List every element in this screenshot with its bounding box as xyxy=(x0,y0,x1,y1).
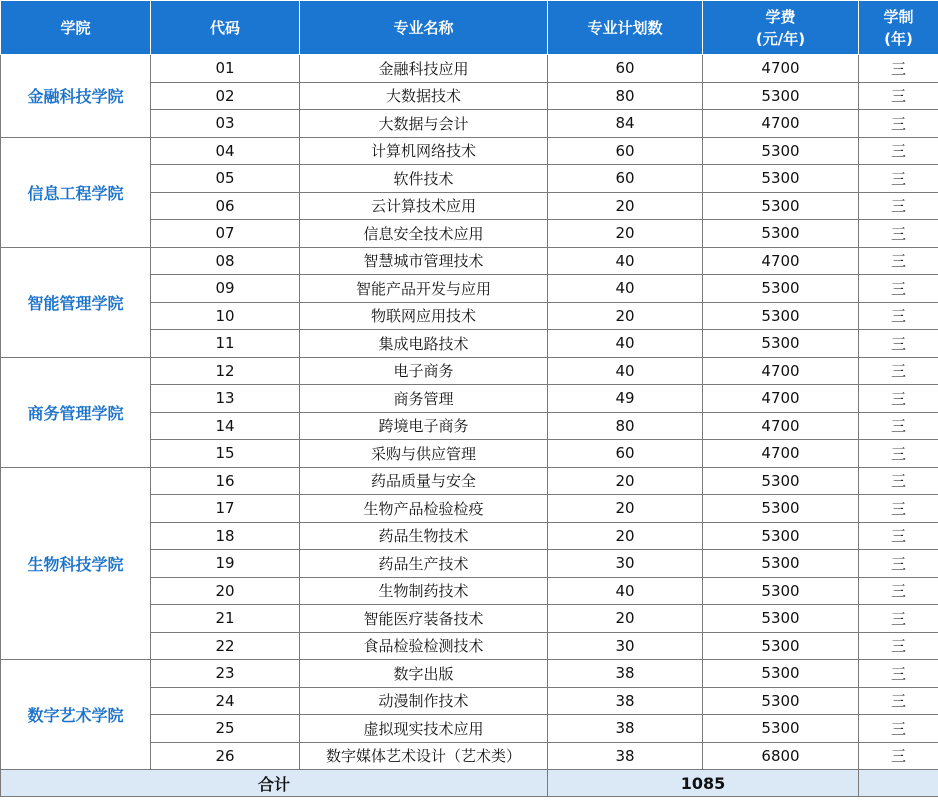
header-row xyxy=(1,1,938,55)
plan-count-cell: 49 xyxy=(548,385,703,413)
major-name-cell: 金融科技应用 xyxy=(300,55,548,83)
major-name-cell: 计算机网络技术 xyxy=(300,137,548,165)
duration-cell: 三 xyxy=(859,165,938,193)
duration-cell: 三 xyxy=(859,742,938,770)
code-cell: 25 xyxy=(151,715,300,743)
plan-count-cell: 20 xyxy=(548,467,703,495)
plan-count-cell: 20 xyxy=(548,605,703,633)
tuition-cell: 5300 xyxy=(703,302,859,330)
code-cell: 09 xyxy=(151,275,300,303)
major-name-cell: 食品检验检测技术 xyxy=(300,632,548,660)
major-name-cell: 大数据与会计 xyxy=(300,110,548,138)
plan-count-cell: 60 xyxy=(548,137,703,165)
major-name-cell: 药品生物技术 xyxy=(300,522,548,550)
table-row xyxy=(1,357,938,385)
code-cell: 22 xyxy=(151,632,300,660)
code-cell: 14 xyxy=(151,412,300,440)
major-name-cell: 药品质量与安全 xyxy=(300,467,548,495)
plan-count-cell: 40 xyxy=(548,577,703,605)
header-college: 学院 xyxy=(1,1,151,55)
duration-cell: 三 xyxy=(859,220,938,248)
code-cell: 17 xyxy=(151,495,300,523)
code-cell: 08 xyxy=(151,247,300,275)
header-major: 专业名称 xyxy=(300,1,548,55)
duration-cell: 三 xyxy=(859,357,938,385)
plan-count-cell: 60 xyxy=(548,440,703,468)
major-name-cell: 商务管理 xyxy=(300,385,548,413)
tuition-cell: 4700 xyxy=(703,110,859,138)
major-name-cell: 采购与供应管理 xyxy=(300,440,548,468)
code-cell: 19 xyxy=(151,550,300,578)
code-cell: 01 xyxy=(151,55,300,83)
plan-count-cell: 20 xyxy=(548,192,703,220)
college-cell: 金融科技学院 xyxy=(1,55,151,138)
header-plan: 专业计划数 xyxy=(548,1,703,55)
plan-count-cell: 60 xyxy=(548,165,703,193)
plan-count-cell: 80 xyxy=(548,82,703,110)
major-name-cell: 生物制药技术 xyxy=(300,577,548,605)
header-fee-line2: (元/年) xyxy=(755,29,806,48)
duration-cell: 三 xyxy=(859,715,938,743)
duration-cell: 三 xyxy=(859,467,938,495)
tuition-cell: 5300 xyxy=(703,687,859,715)
total-label: 合计 xyxy=(1,770,548,797)
tuition-cell: 6800 xyxy=(703,742,859,770)
header-code: 代码 xyxy=(151,1,300,55)
college-cell: 数字艺术学院 xyxy=(1,660,151,770)
tuition-cell: 4700 xyxy=(703,247,859,275)
tuition-cell: 4700 xyxy=(703,412,859,440)
major-name-cell: 药品生产技术 xyxy=(300,550,548,578)
table-row xyxy=(1,137,938,165)
table-row xyxy=(1,247,938,275)
plan-count-cell: 30 xyxy=(548,550,703,578)
college-cell: 智能管理学院 xyxy=(1,247,151,357)
code-cell: 21 xyxy=(151,605,300,633)
major-name-cell: 智能医疗装备技术 xyxy=(300,605,548,633)
duration-cell: 三 xyxy=(859,55,938,83)
duration-cell: 三 xyxy=(859,82,938,110)
plan-count-cell: 20 xyxy=(548,522,703,550)
plan-count-cell: 38 xyxy=(548,660,703,688)
plan-count-cell: 20 xyxy=(548,302,703,330)
duration-cell: 三 xyxy=(859,192,938,220)
code-cell: 04 xyxy=(151,137,300,165)
code-cell: 07 xyxy=(151,220,300,248)
header-fee-line1: 学费 xyxy=(765,7,796,26)
plan-count-cell: 38 xyxy=(548,715,703,743)
plan-count-cell: 60 xyxy=(548,55,703,83)
tuition-cell: 5300 xyxy=(703,82,859,110)
major-name-cell: 软件技术 xyxy=(300,165,548,193)
plan-count-cell: 40 xyxy=(548,275,703,303)
plan-count-cell: 80 xyxy=(548,412,703,440)
major-name-cell: 集成电路技术 xyxy=(300,330,548,358)
tuition-cell: 5300 xyxy=(703,495,859,523)
duration-cell: 三 xyxy=(859,495,938,523)
code-cell: 03 xyxy=(151,110,300,138)
code-cell: 18 xyxy=(151,522,300,550)
code-cell: 26 xyxy=(151,742,300,770)
college-cell: 信息工程学院 xyxy=(1,137,151,247)
plan-count-cell: 40 xyxy=(548,330,703,358)
major-name-cell: 电子商务 xyxy=(300,357,548,385)
plan-count-cell: 20 xyxy=(548,495,703,523)
header-years-line2: (年) xyxy=(884,29,913,48)
tuition-cell: 5300 xyxy=(703,330,859,358)
major-name-cell: 物联网应用技术 xyxy=(300,302,548,330)
tuition-cell: 5300 xyxy=(703,715,859,743)
tuition-cell: 5300 xyxy=(703,165,859,193)
plan-count-cell: 40 xyxy=(548,247,703,275)
tuition-cell: 4700 xyxy=(703,440,859,468)
plan-count-cell: 84 xyxy=(548,110,703,138)
major-name-cell: 智能产品开发与应用 xyxy=(300,275,548,303)
tuition-cell: 5300 xyxy=(703,220,859,248)
duration-cell: 三 xyxy=(859,522,938,550)
college-cell: 商务管理学院 xyxy=(1,357,151,467)
duration-cell: 三 xyxy=(859,440,938,468)
major-name-cell: 数字出版 xyxy=(300,660,548,688)
major-name-cell: 虚拟现实技术应用 xyxy=(300,715,548,743)
code-cell: 11 xyxy=(151,330,300,358)
tuition-cell: 5300 xyxy=(703,522,859,550)
tuition-cell: 5300 xyxy=(703,550,859,578)
tuition-cell: 4700 xyxy=(703,385,859,413)
major-name-cell: 信息安全技术应用 xyxy=(300,220,548,248)
code-cell: 24 xyxy=(151,687,300,715)
plan-count-cell: 38 xyxy=(548,687,703,715)
duration-cell: 三 xyxy=(859,275,938,303)
major-name-cell: 大数据技术 xyxy=(300,82,548,110)
tuition-cell: 5300 xyxy=(703,275,859,303)
plan-count-cell: 30 xyxy=(548,632,703,660)
duration-cell: 三 xyxy=(859,550,938,578)
tuition-cell: 5300 xyxy=(703,632,859,660)
duration-cell: 三 xyxy=(859,577,938,605)
major-name-cell: 智慧城市管理技术 xyxy=(300,247,548,275)
plan-count-cell: 20 xyxy=(548,220,703,248)
code-cell: 10 xyxy=(151,302,300,330)
major-name-cell: 云计算技术应用 xyxy=(300,192,548,220)
tuition-cell: 5300 xyxy=(703,137,859,165)
duration-cell: 三 xyxy=(859,687,938,715)
duration-cell: 三 xyxy=(859,385,938,413)
tuition-cell: 5300 xyxy=(703,192,859,220)
table-row xyxy=(1,660,938,688)
table-row xyxy=(1,55,938,83)
duration-cell: 三 xyxy=(859,660,938,688)
tuition-cell: 4700 xyxy=(703,55,859,83)
header-fee xyxy=(703,1,859,55)
plan-count-cell: 40 xyxy=(548,357,703,385)
tuition-cell: 5300 xyxy=(703,660,859,688)
code-cell: 02 xyxy=(151,82,300,110)
duration-cell: 三 xyxy=(859,330,938,358)
table-row xyxy=(1,467,938,495)
duration-cell: 三 xyxy=(859,247,938,275)
major-name-cell: 跨境电子商务 xyxy=(300,412,548,440)
code-cell: 15 xyxy=(151,440,300,468)
total-value: 1085 xyxy=(548,770,859,797)
duration-cell: 三 xyxy=(859,632,938,660)
tuition-cell: 4700 xyxy=(703,357,859,385)
code-cell: 06 xyxy=(151,192,300,220)
code-cell: 20 xyxy=(151,577,300,605)
major-name-cell: 生物产品检验检疫 xyxy=(300,495,548,523)
header-years-line1: 学制 xyxy=(883,7,914,26)
code-cell: 13 xyxy=(151,385,300,413)
total-empty-cell xyxy=(859,770,938,797)
duration-cell: 三 xyxy=(859,110,938,138)
table-body xyxy=(1,55,938,770)
code-cell: 16 xyxy=(151,467,300,495)
header-years xyxy=(859,1,938,55)
tuition-cell: 5300 xyxy=(703,605,859,633)
duration-cell: 三 xyxy=(859,302,938,330)
code-cell: 23 xyxy=(151,660,300,688)
duration-cell: 三 xyxy=(859,137,938,165)
college-cell: 生物科技学院 xyxy=(1,467,151,660)
plan-count-cell: 38 xyxy=(548,742,703,770)
duration-cell: 三 xyxy=(859,412,938,440)
tuition-cell: 5300 xyxy=(703,577,859,605)
code-cell: 05 xyxy=(151,165,300,193)
code-cell: 12 xyxy=(151,357,300,385)
major-name-cell: 动漫制作技术 xyxy=(300,687,548,715)
tuition-cell: 5300 xyxy=(703,467,859,495)
duration-cell: 三 xyxy=(859,605,938,633)
total-row xyxy=(1,770,938,797)
major-name-cell: 数字媒体艺术设计（艺术类） xyxy=(300,742,548,770)
